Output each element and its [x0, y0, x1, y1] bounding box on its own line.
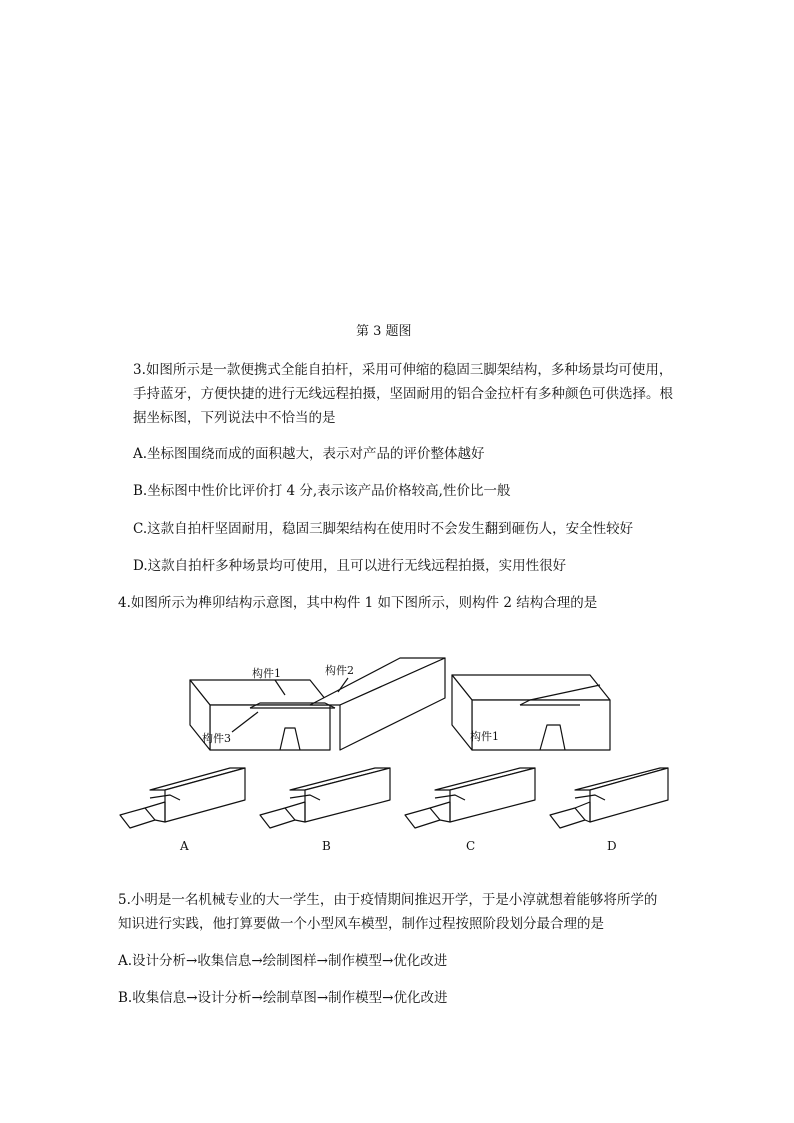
q3-stem-line-2: 手持蓝牙，方便快捷的进行无线远程拍摄，坚固耐用的铝合金拉杆有多种颜色可供选择。根 [133, 386, 673, 402]
mortise-tenon-figure [110, 650, 670, 860]
q3-stem-line-3: 据坐标图，下列说法中不恰当的是 [133, 410, 336, 426]
choice-b-drawing [260, 768, 390, 828]
choice-label-a: A [180, 839, 189, 853]
q4-stem: 4.如图所示为榫卯结构示意图，其中构件 1 如下图所示，则构件 2 结构合理的是 [118, 595, 598, 611]
choice-label-d: D [607, 839, 617, 853]
q3-stem-line-1: 3.如图所示是一款便携式全能自拍杆，采用可伸缩的稳固三脚架结构，多种场景均可使用， [133, 362, 673, 378]
q3-option-d: D.这款自拍杆多种场景均可使用，且可以进行无线远程拍摄，实用性很好 [133, 558, 567, 574]
q5-option-b: B.收集信息→设计分析→绘制草图→制作模型→优化改进 [118, 990, 448, 1006]
q5-option-a: A.设计分析→收集信息→绘制图样→制作模型→优化改进 [118, 953, 448, 969]
q3-option-a: A.坐标图围绕而成的面积越大，表示对产品的评价整体越好 [133, 446, 485, 462]
label-part1: 构件1 [252, 667, 281, 680]
choice-label-b: B [322, 839, 331, 853]
choice-d-drawing [550, 768, 668, 828]
q3-option-b: B.坐标图中性价比评价打 4 分,表示该产品价格较高,性价比一般 [133, 483, 511, 499]
figure-3-caption: 第 3 题图 [356, 324, 412, 339]
q5-stem-line-1: 5.小明是一名机械专业的大一学生，由于疫情期间推迟开学，于是小淳就想着能够将所学的 [118, 892, 658, 908]
label-part2: 构件2 [325, 664, 354, 677]
label-part3: 构件3 [202, 732, 231, 745]
label-part1-right: 构件1 [470, 730, 499, 743]
choice-label-c: C [466, 839, 476, 853]
q5-stem-line-2: 知识进行实践，他打算要做一个小型风车模型，制作过程按照阶段划分最合理的是 [118, 916, 604, 932]
choice-a-drawing [120, 768, 245, 828]
choice-c-drawing [405, 768, 535, 828]
q3-option-c: C.这款自拍杆坚固耐用，稳固三脚架结构在使用时不会发生翻到砸伤人，安全性较好 [133, 521, 634, 537]
